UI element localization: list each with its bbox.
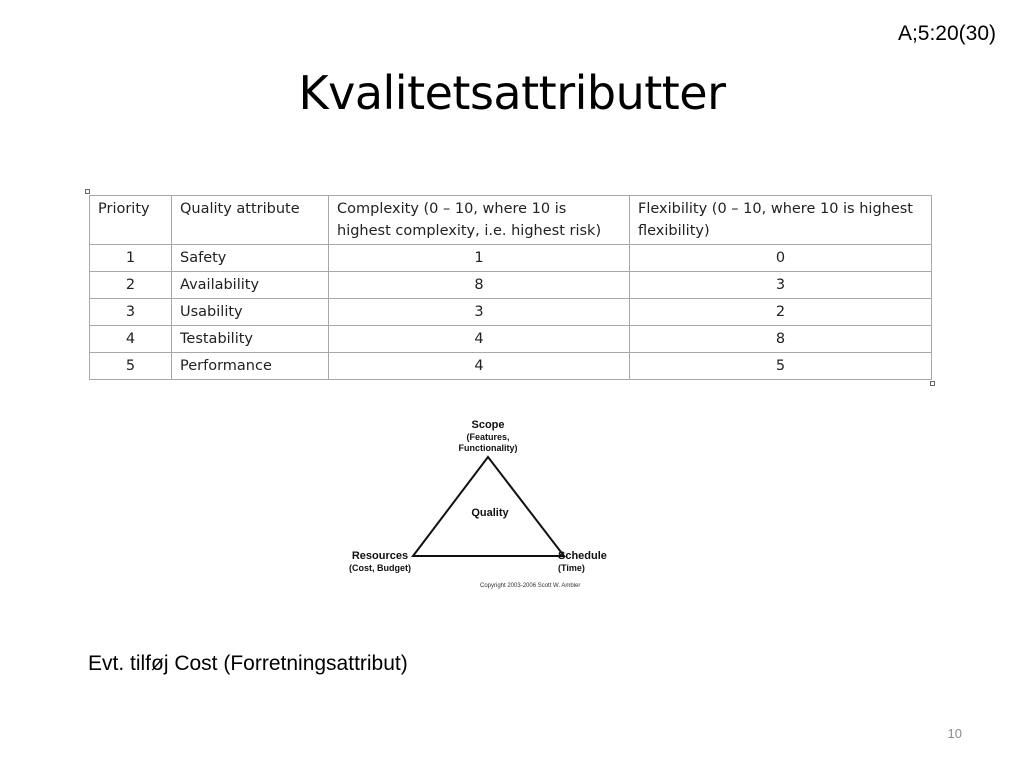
cell-priority: 4	[90, 326, 172, 353]
slide-title: Kvalitetsattributter	[298, 66, 726, 120]
scope-label-group	[428, 419, 548, 454]
schedule-sub-label: (Time)	[558, 563, 585, 573]
cell-complexity: 4	[329, 326, 630, 353]
project-triangle-figure	[330, 415, 640, 600]
cell-priority: 2	[90, 272, 172, 299]
cell-complexity: 8	[329, 272, 630, 299]
cell-flexibility: 5	[630, 353, 932, 380]
slide-reference-code: A;5:20(30)	[897, 22, 996, 45]
quality-center-label: Quality	[471, 507, 509, 519]
cell-complexity: 1	[329, 245, 630, 272]
cell-flexibility: 0	[630, 245, 932, 272]
slide-note: Evt. tilføj Cost (Forretningsattribut)	[88, 652, 408, 675]
table-row	[90, 326, 932, 353]
header-priority: Priority	[90, 196, 172, 245]
header-quality-attribute: Quality attribute	[172, 196, 329, 245]
table-row	[90, 299, 932, 326]
cell-flexibility: 3	[630, 272, 932, 299]
cell-priority: 1	[90, 245, 172, 272]
cell-attribute: Availability	[172, 272, 329, 299]
cell-complexity: 3	[329, 299, 630, 326]
scope-label: Scope	[471, 419, 505, 431]
figure-copyright: Copyright 2003-2006 Scott W. Ambler	[480, 583, 581, 589]
header-flexibility: Flexibility (0 – 10, where 10 is highest flexibility)	[630, 196, 932, 245]
page-number: 10	[947, 726, 962, 741]
resources-label: Resources	[351, 550, 409, 562]
schedule-label-group	[558, 550, 638, 574]
scope-sub-label-2: Functionality)	[458, 443, 518, 453]
resources-sub-label: (Cost, Budget)	[349, 563, 411, 573]
scope-sub-label-1: (Features,	[466, 432, 510, 442]
cell-flexibility: 8	[630, 326, 932, 353]
table-resize-handle[interactable]	[930, 381, 935, 386]
cell-attribute: Testability	[172, 326, 329, 353]
table-header-row	[90, 196, 932, 245]
table-row	[90, 272, 932, 299]
resources-label-group	[330, 550, 430, 574]
quality-attributes-table-container	[89, 195, 931, 380]
schedule-label: Schedule	[558, 550, 607, 562]
cell-priority: 5	[90, 353, 172, 380]
cell-flexibility: 2	[630, 299, 932, 326]
cell-attribute: Safety	[172, 245, 329, 272]
cell-attribute: Usability	[172, 299, 329, 326]
cell-complexity: 4	[329, 353, 630, 380]
cell-priority: 3	[90, 299, 172, 326]
quality-attributes-table	[89, 195, 932, 380]
table-row	[90, 245, 932, 272]
table-move-handle[interactable]	[85, 189, 90, 194]
header-complexity: Complexity (0 – 10, where 10 is highest complexity, i.e. highest risk)	[329, 196, 630, 245]
cell-attribute: Performance	[172, 353, 329, 380]
table-row	[90, 353, 932, 380]
